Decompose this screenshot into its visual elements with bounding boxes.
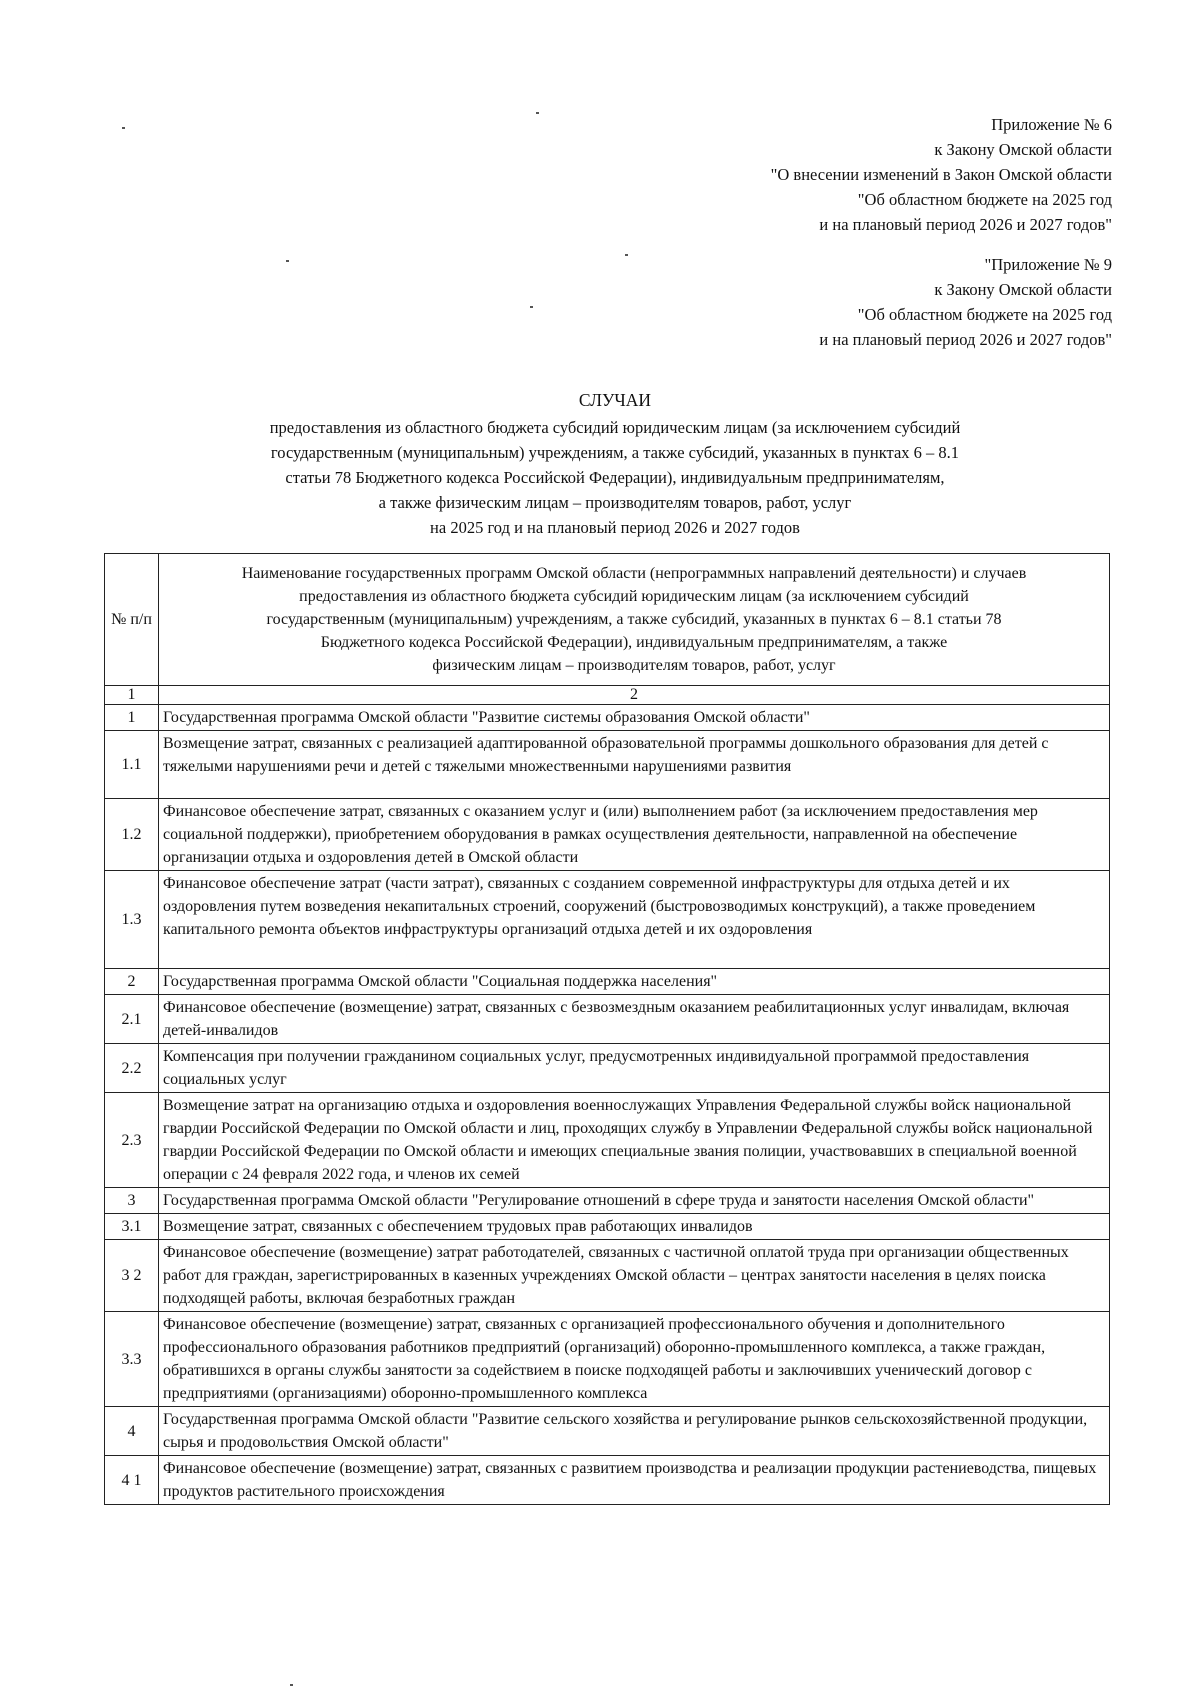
row-number: 3 2 xyxy=(105,1240,159,1312)
row-text: Возмещение затрат на организацию отдыха и оздоровления военнослужащих Управления Федеральной службы войск национальной гвардии Российской Федерации по Омской области и лиц, проходящих службу в Управлении Федеральной службы войск национальной гвардии Российской Федерации по Омской области и имеющих специальные звания полиции, участвовавших в специальной военной операции с 24 февраля 2022 года, и членов их семей xyxy=(159,1093,1110,1188)
column-index-row xyxy=(105,686,1110,705)
subtitle-line: статьи 78 Бюджетного кодекса Российской Федерации), индивидуальным предпринимателям, xyxy=(285,468,945,487)
row-number: 2.1 xyxy=(105,995,159,1044)
table-header-row xyxy=(105,554,1110,686)
row-number: 1.1 xyxy=(105,731,159,799)
row-number: 4 1 xyxy=(105,1456,159,1505)
scan-speck xyxy=(290,1684,293,1686)
row-number: 3 xyxy=(105,1188,159,1214)
appendix-9-line: "Приложение № 9 xyxy=(984,255,1112,274)
table-row xyxy=(105,1093,1110,1188)
page-title: СЛУЧАИ xyxy=(578,390,652,410)
row-number: 4 xyxy=(105,1407,159,1456)
row-number: 2.2 xyxy=(105,1044,159,1093)
row-text: Финансовое обеспечение затрат (части затрат), связанных с созданием современной инфраструктуры для отдыха детей и их оздоровления путем возведения некапитальных строений, сооружений (быстровозводимых конструкций), а также проведением капитального ремонта объектов инфраструктуры организаций отдыха детей и их оздоровления xyxy=(159,871,1110,969)
table-row xyxy=(105,1188,1110,1214)
header-desc-line: Наименование государственных программ Омской области (непрограммных направлений деятельности) и случаев xyxy=(241,565,1027,582)
row-text: Возмещение затрат, связанных с реализацией адаптированной образовательной программы дошкольного образования для детей с тяжелыми нарушениями речи и детей с тяжелыми множественными нарушениями развития xyxy=(159,731,1110,799)
subtitle-line: предоставления из областного бюджета субсидий юридическим лицам (за исключением субсидий xyxy=(269,418,961,437)
table-row xyxy=(105,1456,1110,1505)
header-desc-cell xyxy=(159,554,1110,686)
appendix-6-line: Приложение № 6 xyxy=(991,115,1112,134)
row-number: 2 xyxy=(105,969,159,995)
scan-speck xyxy=(286,260,289,262)
appendix-6-line: к Закону Омской области xyxy=(934,140,1112,159)
row-text: Финансовое обеспечение (возмещение) затрат работодателей, связанных с частичной оплатой труда при организации общественных работ для граждан, зарегистрированных в казенных учреждениях Омской области – центрах занятости населения в целях поиска подходящей работы, включая безработных граждан xyxy=(159,1240,1110,1312)
table-row xyxy=(105,799,1110,871)
appendix-9-line: и на плановый период 2026 и 2027 годов" xyxy=(819,330,1112,349)
table-row xyxy=(105,1044,1110,1093)
table-row xyxy=(105,871,1110,969)
table-row xyxy=(105,1240,1110,1312)
row-text: Финансовое обеспечение (возмещение) затрат, связанных с развитием производства и реализации продукции растениеводства, пищевых продуктов растительного происхождения xyxy=(159,1456,1110,1505)
row-text: Возмещение затрат, связанных с обеспечением трудовых прав работающих инвалидов xyxy=(159,1214,1110,1240)
scan-speck xyxy=(122,127,125,129)
row-text: Компенсация при получении гражданином социальных услуг, предусмотренных индивидуальной программой предоставления социальных услуг xyxy=(159,1044,1110,1093)
cases-table xyxy=(104,553,1110,1505)
row-number: 3.1 xyxy=(105,1214,159,1240)
row-text: Финансовое обеспечение затрат, связанных с оказанием услуг и (или) выполнением работ (за исключением предоставления мер социальной поддержки), приобретением оборудования в рамках осуществления деятельности, направленной на обеспечение организации отдыха и оздоровления детей в Омской области xyxy=(159,799,1110,871)
appendix-6-line: и на плановый период 2026 и 2027 годов" xyxy=(819,215,1112,234)
table-row xyxy=(105,1407,1110,1456)
appendix-9-line: к Закону Омской области xyxy=(934,280,1112,299)
header-desc-line: физическим лицам – производителям товаров, работ, услуг xyxy=(432,657,836,674)
document-title xyxy=(200,388,1030,540)
table-row xyxy=(105,705,1110,731)
scan-speck xyxy=(530,306,533,308)
row-number: 1.2 xyxy=(105,799,159,871)
appendix-6-line: "О внесении изменений в Закон Омской области xyxy=(770,165,1112,184)
row-text: Государственная программа Омской области "Регулирование отношений в сфере труда и занятости населения Омской области" xyxy=(159,1188,1110,1214)
row-text: Финансовое обеспечение (возмещение) затрат, связанных с безвозмездным оказанием реабилитационных услуг инвалидам, включая детей-инвалидов xyxy=(159,995,1110,1044)
table-row xyxy=(105,1312,1110,1407)
row-text: Государственная программа Омской области "Развитие сельского хозяйства и регулирование рынков сельскохозяйственной продукции, сырья и продовольствия Омской области" xyxy=(159,1407,1110,1456)
appendix-9-header xyxy=(819,252,1112,352)
table-row xyxy=(105,969,1110,995)
appendix-6-line: "Об областном бюджете на 2025 год xyxy=(857,190,1112,209)
row-number: 2.3 xyxy=(105,1093,159,1188)
subtitle-line: на 2025 год и на плановый период 2026 и 2027 годов xyxy=(430,518,800,537)
appendix-9-line: "Об областном бюджете на 2025 год xyxy=(857,305,1112,324)
scan-speck xyxy=(536,112,539,114)
header-desc-line: предоставления из областного бюджета субсидий юридическим лицам (за исключением субсидий xyxy=(299,588,969,605)
row-text: Государственная программа Омской области "Развитие системы образования Омской области" xyxy=(159,705,1110,731)
scan-speck xyxy=(625,254,628,256)
subtitle-line: а также физическим лицам – производителям товаров, работ, услуг xyxy=(378,493,852,512)
table-row xyxy=(105,995,1110,1044)
subtitle-line: государственным (муниципальным) учреждениям, а также субсидий, указанных в пунктах 6 – 8.1 xyxy=(270,443,960,462)
row-number: 1.3 xyxy=(105,871,159,969)
row-text: Государственная программа Омской области "Социальная поддержка населения" xyxy=(159,969,1110,995)
header-desc-line: Бюджетного кодекса Российской Федерации), индивидуальным предпринимателям, а также xyxy=(320,634,948,651)
row-number: 1 xyxy=(105,705,159,731)
row-number: 3.3 xyxy=(105,1312,159,1407)
table-row xyxy=(105,1214,1110,1240)
appendix-6-header xyxy=(771,112,1112,237)
row-text: Финансовое обеспечение (возмещение) затрат, связанных с организацией профессионального обучения и дополнительного профессионального образования работников предприятий (организаций) оборонно-промышленного комплекса, а также граждан, обратившихся в органы службы занятости за содействием в поиске подходящей работы и заключивших ученический договор с предприятиями (организациями) оборонно-промышленного комплекса xyxy=(159,1312,1110,1407)
column-index-cell: 2 xyxy=(159,686,1110,705)
header-num-cell: № п/п xyxy=(105,554,159,686)
header-desc-line: государственным (муниципальным) учреждениям, а также субсидий, указанных в пунктах 6 – 8.1 статьи 78 xyxy=(266,611,1002,628)
column-index-cell: 1 xyxy=(105,686,159,705)
table-row xyxy=(105,731,1110,799)
